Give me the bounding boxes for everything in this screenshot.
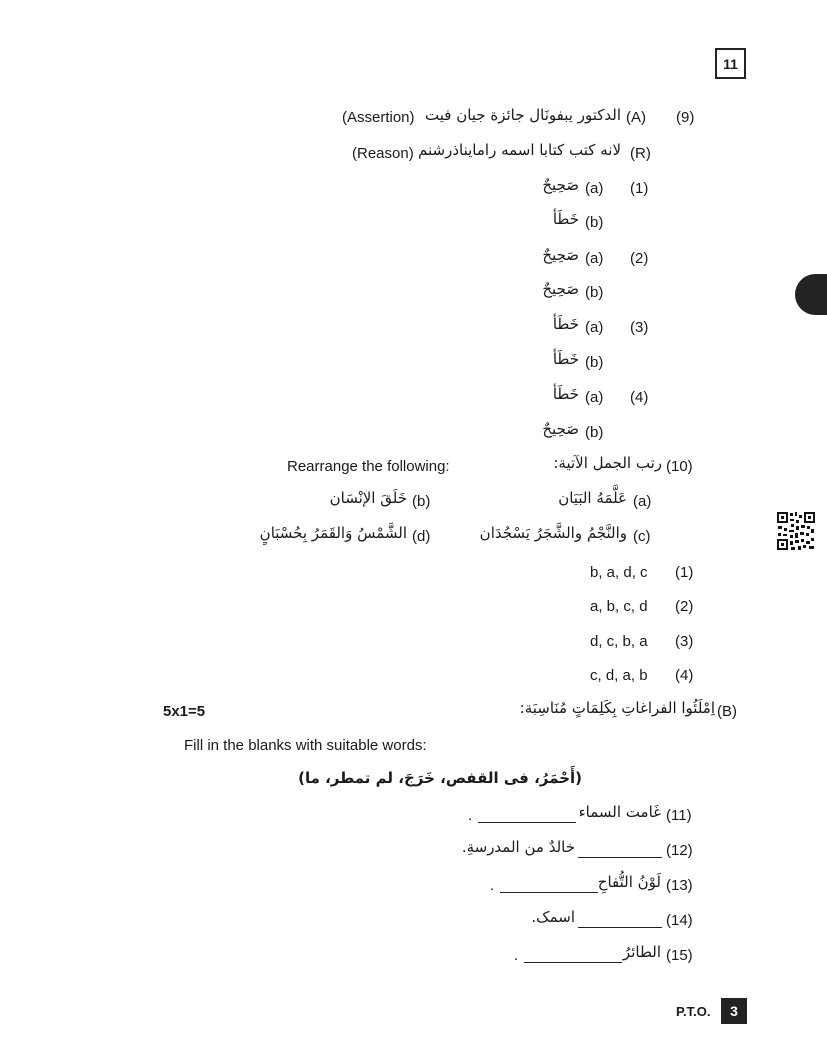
page-number: 3: [721, 998, 747, 1024]
q9-number: (9): [676, 109, 695, 126]
q10-b-label: (b): [412, 493, 431, 510]
section-b-label: (B): [717, 703, 737, 720]
q10-option-text: a, b, c, d: [590, 598, 648, 615]
q10-option-number: (3): [675, 633, 694, 650]
fill-blank-end: .: [468, 807, 473, 824]
q10-option-number: (2): [675, 598, 694, 615]
fill-blank-number: (12): [666, 842, 693, 859]
q9-reason-tag: (Reason): [352, 145, 414, 162]
q9-option-number: (1): [630, 180, 649, 197]
q9-option-number: (4): [630, 389, 649, 406]
section-b-marks: 5x1=5: [163, 703, 206, 720]
fill-blank-line[interactable]: [578, 845, 662, 858]
fill-blank-text: لَوْنُ التُّفاحِ: [597, 873, 661, 891]
fill-blank-text: اسمک.: [531, 908, 575, 926]
fill-blank-text: الطائرُ: [622, 943, 661, 961]
q9-option-a-label: (a): [585, 389, 604, 406]
fill-blank-number: (11): [666, 807, 692, 824]
q10-option-text: b, a, d, c: [590, 564, 648, 581]
q9-option-a-label: (a): [585, 180, 604, 197]
q9-option-b-text: صَحِيحٌ: [542, 280, 579, 298]
q10-a-text: عَلَّمَهُ البَيَان: [558, 489, 627, 507]
fill-blank-line[interactable]: [478, 810, 576, 823]
q10-c-text: والنَّجْمُ والشَّجَرُ يَسْجُدَان: [479, 524, 627, 542]
q10-option-number: (4): [675, 667, 694, 684]
q9-option-b-label: (b): [585, 214, 604, 231]
q10-b-text: خَلَقَ الإنْسَان: [329, 489, 407, 507]
q10-c-label: (c): [633, 528, 651, 545]
section-b-word-bank: (أَحْمَرُ، فى القفص، خَرَجَ، لم تمطر، ما): [298, 769, 582, 787]
q9-option-number: (2): [630, 250, 649, 267]
q9-option-a-label: (a): [585, 250, 604, 267]
fill-blank-line[interactable]: [578, 915, 662, 928]
fill-blank-line[interactable]: [500, 880, 598, 893]
q9-option-b-label: (b): [585, 284, 604, 301]
fill-blank-end: .: [514, 947, 519, 964]
fill-blank-text: غَامت السماء: [578, 803, 661, 821]
fill-blank-end: .: [490, 877, 495, 894]
fill-blank-line[interactable]: [524, 950, 622, 963]
q9-assertion-tag: (Assertion): [342, 109, 415, 126]
qr-code-icon: [776, 511, 816, 551]
section-b-title-english: Fill in the blanks with suitable words:: [184, 737, 427, 754]
side-tab-marker: [795, 274, 827, 315]
q9-option-a-text: خَطَأ: [552, 315, 579, 333]
q10-title-english: Rearrange the following:: [287, 458, 450, 475]
q9-r-label: (R): [630, 145, 651, 162]
q10-a-label: (a): [633, 493, 652, 510]
q10-title-arabic: رتب الجمل الآتية:: [553, 454, 662, 472]
q10-d-label: (d): [412, 528, 431, 545]
q9-reason-text: لانه كتب كتابا اسمه رامايناذرشنم: [418, 141, 621, 159]
q9-option-b-label: (b): [585, 354, 604, 371]
fill-blank-text: خالدٌ من المدرسةِ.: [461, 838, 575, 856]
q9-option-b-text: خَطَأ: [552, 210, 579, 228]
q10-option-number: (1): [675, 564, 694, 581]
q10-d-text: الشَّمْسُ وَالقَمَرُ بِحُسْبَانٍ: [259, 524, 407, 542]
q10-option-text: d, c, b, a: [590, 633, 648, 650]
q9-option-b-label: (b): [585, 424, 604, 441]
section-b-title-arabic: اِمْلَئُوا الفراغاتِ بِكَلِمَاتٍ مُنَاسِبَة:: [519, 699, 715, 717]
q9-option-a-text: خَطَأ: [552, 385, 579, 403]
q9-option-number: (3): [630, 319, 649, 336]
q9-option-a-text: صَحِيحٌ: [542, 246, 579, 264]
q9-option-a-label: (a): [585, 319, 604, 336]
q9-a-label: (A): [626, 109, 646, 126]
fill-blank-number: (13): [666, 877, 693, 894]
pto-label: P.T.O.: [676, 1004, 711, 1019]
q9-option-a-text: صَحِيحٌ: [542, 176, 579, 194]
page-box-number: 11: [715, 48, 746, 79]
q9-assertion-text: الدكتور يبفونَال جائزة جيان فيت: [425, 106, 621, 124]
q10-number: (10): [666, 458, 693, 475]
q9-option-b-text: خَطَأ: [552, 350, 579, 368]
q9-option-b-text: صَحِيحٌ: [542, 420, 579, 438]
q10-option-text: c, d, a, b: [590, 667, 648, 684]
fill-blank-number: (15): [666, 947, 693, 964]
fill-blank-number: (14): [666, 912, 693, 929]
